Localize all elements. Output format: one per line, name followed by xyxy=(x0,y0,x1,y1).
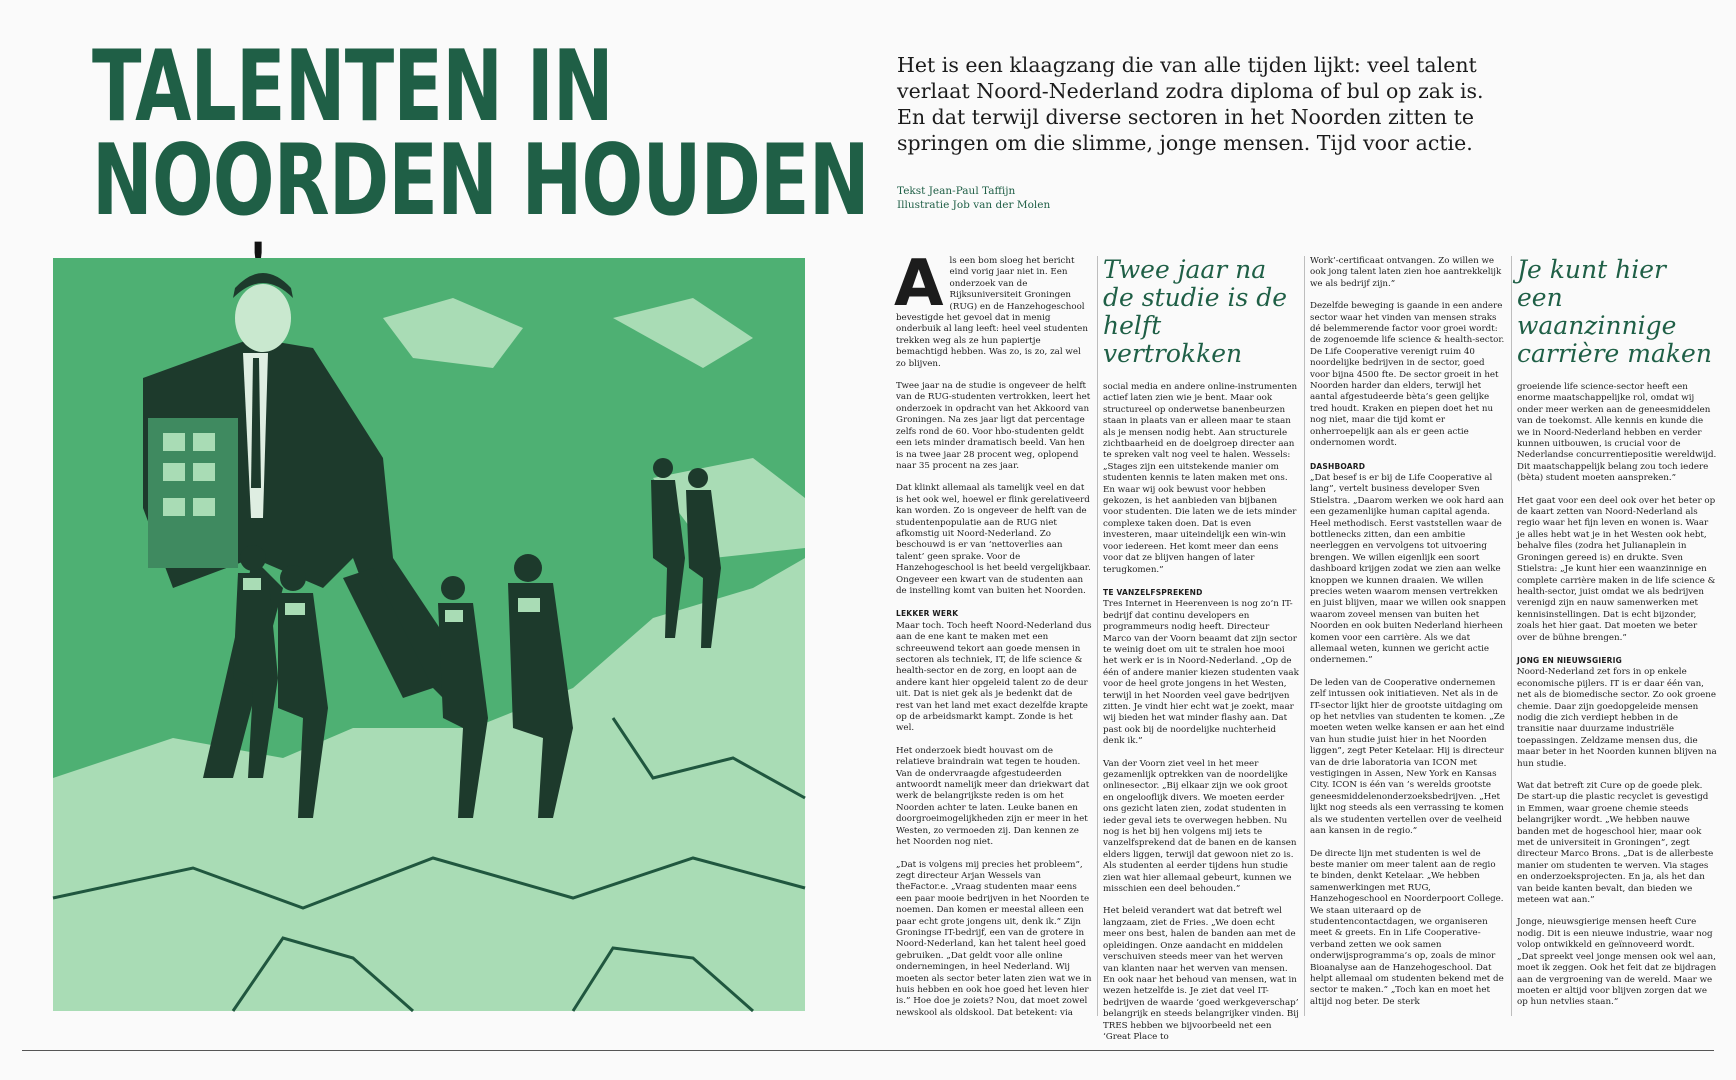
paragraph: groeiende life science-sector heeft een enorme maatschappelijke rol, omdat wij onder meer werken aan de geneesmiddelen van de toekomst. Alle kennis en kunde die we in Noord-Nederland hebben en verder kunnen uitbouwen, is crucial voor de Nederlandse concurrentiepositie wereldwijd. Dit maatschappelijk belang zou toch iedere (bèta) student moeten aanspreken.” xyxy=(1517,382,1717,484)
credit-illustration: Illustratie Job van der Molen xyxy=(897,199,1051,211)
page-title xyxy=(92,30,869,238)
intro-text: Het is een klaagzang die van alle tijden lijkt: veel talent verlaat Noord-Nederland zodra diploma of bul op zak is. En dat terwijl diverse sectoren in het Noorden zitten te springen om die slimme, jonge mensen. Tijd voor actie. xyxy=(897,53,1484,155)
paragraph: „Dat besef is er bij de Life Cooperative al lang”, vertelt business developer Sven Stielstra. „Daarom werken we ook hard aan een gezamenlijke human capital agenda. Heel methodisch. Eerst vaststellen waar de bottlenecks zitten, dan een ambitie neerleggen en vervolgens tot uitvoering brengen. We willen eigenlijk een soort dashboard krijgen zodat we zien aan welke knoppen we kunnen draaien. We willen precies weten waarom mensen vertrekken en juist blijven, maar we willen ook snappen waarom zoveel mensen van buiten het Noorden en ook buiten Nederland hierheen komen voor een carrière. Als we dat allemaal weten, kunnen we gericht actie ondernemen.” xyxy=(1310,472,1506,666)
paragraph: Wat dat betreft zit Cure op de goede plek. De start-up die plastic recyclet is gevestigd in Emmen, waar groene chemie steeds belangrijker wordt. „We hebben nauwe banden met de hogeschool hier, maar ook met de universiteit in Groningen”, zegt directeur Marco Brons. „Dat is de allerbeste manier om studenten te werven. Via stages en onderzoeksprojecten. En ja, als het dan van beide kanten bevalt, dan bieden we meteen wat aan.” xyxy=(1517,781,1714,906)
paragraph: De directe lijn met studenten is wel de beste manier om meer talent aan de regio te binden, denkt Ketelaar. „We hebben samenwerkingen met RUG, Hanzehogeschool en Noorderpoort College. We staan uiteraard op de studentencontactdagen, we organiseren meet & greets. En in Life Cooperative-verband zetten we ook samen onderwijsprogramma’s op, zoals de minor Bioanalyse aan de Hanzehogeschool. Dat helpt allemaal om studenten bekend met de sector te maken.” „Toch kan en moet het altijd nog beter. De sterk xyxy=(1310,848,1504,1007)
article-column-1 xyxy=(894,247,1092,1018)
paragraph: De leden van de Cooperative ondernemen zelf intussen ook initiatieven. Net als in de IT-sector lijkt hier de grootste uitdaging om op het netvlies van studenten te komen. „Ze moeten weten welke kansen er aan het eind van hun studie juist hier in het Noorden liggen”, zegt Peter Ketelaar. Hij is directeur van de drie laboratoria van ICON met vestigingen in Assen, New York en Kansas City. ICON is één van ’s werelds grootste geneesmiddelenonderzoeksbedrijven. „Het lijkt nog steeds als een verrassing te komen als we studenten vertellen over de veelheid aan kansen in de regio.” xyxy=(1310,677,1505,837)
section-heading: LEKKER WERK xyxy=(896,609,959,619)
paragraph: Jonge, nieuwsgierige mensen heeft Cure nodig. Dit is een nieuwe industrie, waar nog volop ontwikkeld en geïnnoveerd wordt. „Dat spreekt veel jonge mensen ook wel aan, moet ik zeggen. Ook het feit dat ze bijdragen aan de vergroening van de wereld. Maar we moeten er altijd voor blijven zorgen dat we op hun netvlies staan.” xyxy=(1517,917,1717,1008)
illustration-students-leaving-north-icon xyxy=(53,258,805,1011)
paragraph: Dezelfde beweging is gaande in een andere sector waar het vinden van mensen straks dé belemmerende factor voor groei wordt: de zogenoemde life science & health-sector. De Life Cooperative verenigt ruim 40 noordelijke bedrijven in de sector, goed voor bijna 4500 fte. De sector groeit in het Noorden harder dan elders, terwijl het aantal afgestudeerde bèta’s geen gelijke tred houdt. Kraken en piepen doet het nu nog niet, maar die tijd komt er onherroepelijk aan als er geen actie ondernomen wordt. xyxy=(1310,301,1505,449)
section-heading: DASHBOARD xyxy=(1310,461,1366,471)
illustration xyxy=(53,258,805,1011)
column-divider xyxy=(1511,256,1512,1016)
column-divider xyxy=(1097,256,1098,1016)
paragraph: Dat klinkt allemaal als tamelijk veel en dat is het ook wel, hoewel er flink gerelativeerd kan worden. Zo is ongeveer de helft van de studentenpopulatie aan de RUG niet afkomstig uit Noord-Nederland. Zo beschouwd is er van ‘nettoverlies aan talent’ geen sprake. Voor de Hanzehogeschool is het beeld vergelijkbaar. Ongeveer een kwart van de studenten aan de instelling komt van buiten het Noorden. xyxy=(896,483,1091,596)
title-line-1: TALENTEN IN xyxy=(92,30,613,144)
paragraph: Noord-Nederland zet fors in op enkele economische pijlers. IT is er daar één van, net als de biomedische sector. Zo ook groene chemie. Daar zijn goedopgeleide mensen nodig die zich verdiept hebben in de transitie naar duurzame industriële toepassingen. Zeldzame mensen dus, die maar beter in het Noorden kunnen blijven na hun studie. xyxy=(1517,667,1717,769)
paragraph: Het onderzoek biedt houvast om de relatieve braindrain wat tegen te houden. Van de ondervraagde afgestudeerden antwoordt namelijk meer dan driekwart dat werk de belangrijkste reden is om het Noorden achter te laten. Leuke banen en doorgroeimogelijkheden zijn er meer in het Westen, zo vermoeden zij. Dan kennen ze het Noorden nog niet. xyxy=(896,745,1090,848)
paragraph: social media en andere online-instrumenten actief laten zien wie je bent. Maar ook structureel op onderwetse banenbeurzen staan in plaats van er alleen maar te staan als je mensen nodig hebt. Aan structurele zichtbaarheid en de doelgroep directer aan te spreken valt nog veel te halen. Wessels: „Stages zijn een uitstekende manier om studenten kennis te laten maken met ons. En waar wij ook bewust voor hebben gekozen, is het aanbieden van bijbanen voor studenten. Die laten we de iets minder complexe taken doen. Dat is even investeren, maar uiteindelijk een win-win voor iedereen. Het komt meer dan eens voor dat ze blijven hangen of later terugkomen.” xyxy=(1103,382,1298,575)
paragraph: ls een bom sloeg het bericht eind vorig jaar niet in. Een onderzoek van de Rijksuniversiteit Groningen (RUG) en de Hanzehogeschool bevestigde het gevoel dat in menig onderbuik al lang leeft: heel veel studenten trekken weg als ze hun papiertje bemachtigd hebben. Was zo, is zo, zal wel zo blijven. xyxy=(896,256,1088,369)
paragraph: Het gaat voor een deel ook over het beter op de kaart zetten van Noord-Nederland als regio waar het fijn leven en wonen is. Waar je alles hebt wat je in het Westen ook hebt, behalve files (zodra het Julianaplein in Groningen gereed is) en drukte. Sven Stielstra: „Je kunt hier een waanzinnige en complete carrière maken in de life science & health-sector, juist omdat we als bedrijven verenigd zijn en nauw samenwerken met kennisinstellingen. Dat is echt bijzonder, zoals het hier gaat. Dat moeten we beter over de bühne brengen.” xyxy=(1517,495,1716,643)
page-bottom-rule xyxy=(22,1050,1714,1051)
paragraph: Maar toch. Toch heeft Noord-Nederland dus aan de ene kant te maken met een schreeuwend tekort aan goede mensen in sectoren als techniek, IT, de life science & health-sector en de zorg, en loopt aan de andere kant hier opgeleid talent zo de deur uit. Dat is niet gek als je bedenkt dat de rest van het land met exact dezelfde krapte op de arbeidsmarkt kampt. Zonde is het wel. xyxy=(896,620,1092,734)
title-line-2: NOORDEN HOUDEN xyxy=(92,124,869,238)
article-column-3 xyxy=(1310,256,1506,1016)
credit-text: Tekst Jean-Paul Taffijn xyxy=(897,185,1016,197)
paragraph: Twee jaar na de studie is ongeveer de helft van de RUG-studenten vertrokken, leert het onderzoek in opdracht van het Akkoord van Groningen. Na zes jaar ligt dat percentage zelfs rond de 60. Voor hbo-studenten geldt een iets minder dramatisch beeld. Van hen is na twee jaar 28 procent weg, oplopend naar 35 procent na zes jaar. xyxy=(896,381,1091,471)
article-column-4 xyxy=(1517,256,1717,1016)
paragraph: Work’-certificaat ontvangen. Zo willen we ook jong talent laten zien hoe aantrekkelijk we als bedrijf zijn.” xyxy=(1310,256,1502,289)
paragraph: Tres Internet in Heerenveen is nog zo’n IT-bedrijf dat continu developers en programmeurs nodig heeft. Directeur Marco van der Voorn beaamt dat zijn sector te weinig doet om uit te stralen hoe mooi het werk er is in Noord-Nederland. „Op de één of andere manier kiezen studenten vaak voor de heel grote jongens in het Westen, terwijl in het Noorden veel gave bedrijven zitten. Je vindt hier echt wat je zoekt, maar wij bieden het wat minder flashy aan. Dat past ook bij de noordelijke nuchterheid denk ik.” xyxy=(1103,599,1299,747)
column-divider xyxy=(1304,256,1305,1016)
paragraph: Van der Voorn ziet veel in het meer gezamenlijk optrekken van de noordelijke onlinesector. „Bij elkaar zijn we ook groot en ongelooflijk divers. We moeten eerder ons gezicht laten zien, zodat studenten in ieder geval iets te overwegen hebben. Nu nog is het bij hen volgens mij iets te vanzelfsprekend dat de banen en de kansen elders liggen, terwijl dat gewoon niet zo is. Als studenten al eerder tijdens hun studie zien wat hier allemaal gebeurt, kunnen we misschien een deel behouden.” xyxy=(1103,758,1297,895)
credits xyxy=(897,184,1050,212)
pull-quote: Twee jaar na de studie is de helft vertrokken xyxy=(1103,255,1288,368)
section-heading: JONG EN NIEUWSGIERIG xyxy=(1517,655,1622,665)
paragraph: Het beleid verandert wat dat betreft wel langzaam, ziet de Fries. „We doen echt meer ons best, halen de banden aan met de opleidingen. Onze aandacht en middelen verschuiven steeds meer van het werven van klanten naar het werven van mensen. En ook naar het behoud van mensen, wat in wezen hetzelfde is. Je ziet dat veel IT-bedrijven de waarde ‘goed werkgeverschap’ belangrijk en steeds belangrijker vinden. Bij TRES hebben we bijvoorbeeld net een ‘Great Place to xyxy=(1103,906,1299,1042)
paragraph: „Dat is volgens mij precies het probleem”, zegt directeur Arjan Wessels van theFactor.e. „Vraag studenten maar eens een paar mooie bedrijven in het Noorden te noemen. Dan komen er meestal alleen een paar echt grote jongens uit, denk ik.” Zijn Groningse IT-bedrijf, een van de grotere in Noord-Nederland, kan het talent heel goed gebruiken. „Dat geldt voor alle online ondernemingen, in heel Nederland. Wij moeten als sector beter laten zien wat we in huis hebben en ook hoe goed het leven hier is.” Hoe doe je zoiets? Nou, dat moet zowel newskool als oldskool. Dat betekent: via xyxy=(896,859,1092,1018)
section-heading: TE VANZELFSPREKEND xyxy=(1103,587,1203,597)
drop-cap: A xyxy=(894,247,944,321)
pull-quote: Je kunt hier een waanzinnige carrière maken xyxy=(1517,255,1712,368)
article-column-2 xyxy=(1103,255,1299,1042)
